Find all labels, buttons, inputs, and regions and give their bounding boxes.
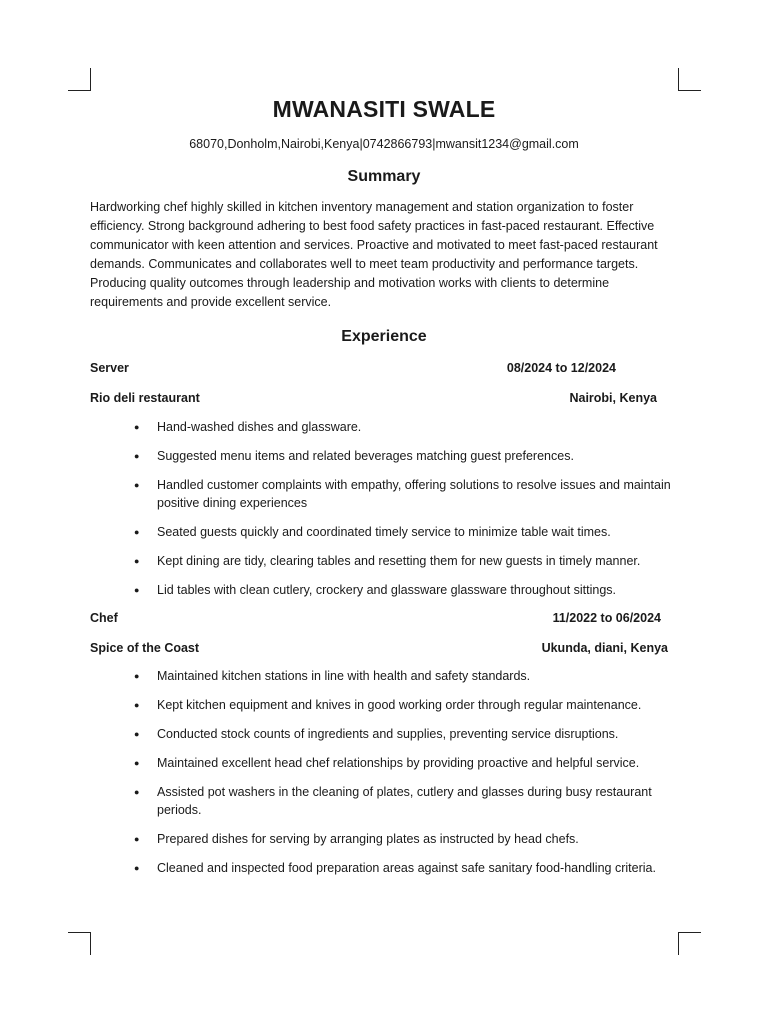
job-1-dates: 08/2024 to 12/2024	[506, 361, 616, 375]
summary-heading: Summary	[347, 168, 421, 185]
contact-line: 68070,Donholm,Nairobi,Kenya|0742866793|mwansit1234@gmail.com	[189, 137, 579, 151]
list-item: ● Kept dining are tidy, clearing tables and resetting them for new guests in timely manner.	[90, 552, 678, 570]
job-1-employer: Rio deli restaurant	[90, 391, 200, 405]
job-1-header	[90, 360, 678, 376]
crop-mark-bottom-left	[68, 932, 91, 955]
crop-mark-top-right	[678, 68, 701, 91]
job-2-header	[90, 610, 678, 626]
list-item: ● Maintained kitchen stations in line with health and safety standards.	[90, 667, 678, 685]
summary-text: Hardworking chef highly skilled in kitchen inventory management and station organization to foster efficiency. Strong background adhering to best food safety practices in fast-paced restaurant. Effective communicator with keen attention and services. Proactive and motivated to meet fast-paced restaurant demands. Communicates and collaborates well to meet team productivity and performance targets. Producing quality outcomes through leadership and motivation works with clients to determine requirements and provide excellent service.	[90, 200, 658, 309]
job-2-location: Ukunda, diani, Kenya	[541, 641, 668, 655]
list-item: ● Conducted stock counts of ingredients and supplies, preventing service disruptions.	[90, 725, 678, 743]
list-item: ● Suggested menu items and related beverages matching guest preferences.	[90, 447, 678, 465]
crop-mark-bottom-right	[678, 932, 701, 955]
crop-mark-top-left	[68, 68, 91, 91]
job-2-employer-row	[90, 640, 678, 656]
list-item: ● Handled customer complaints with empathy, offering solutions to resolve issues and maintain positive dining experiences	[90, 476, 678, 512]
job-1-employer-row	[90, 390, 678, 406]
job-2-dates: 11/2022 to 06/2024	[552, 611, 661, 625]
list-item: ● Seated guests quickly and coordinated timely service to minimize table wait times.	[90, 523, 678, 541]
job-2-bullets	[90, 667, 678, 877]
list-item: ● Lid tables with clean cutlery, crockery and glassware glassware throughout sittings.	[90, 581, 678, 599]
candidate-name: MWANASITI SWALE	[272, 96, 496, 122]
list-item: ● Assisted pot washers in the cleaning of plates, cutlery and glasses during busy restaurant periods.	[90, 783, 678, 819]
job-1-location: Nairobi, Kenya	[569, 391, 657, 405]
resume-page	[90, 94, 678, 888]
list-item: ● Hand-washed dishes and glassware.	[90, 418, 678, 436]
job-2-employer: Spice of the Coast	[90, 641, 200, 655]
experience-heading: Experience	[341, 328, 427, 345]
job-1-bullets	[90, 418, 678, 599]
list-item: ● Prepared dishes for serving by arranging plates as instructed by head chefs.	[90, 830, 678, 848]
list-item: ● Maintained excellent head chef relationships by providing proactive and helpful service.	[90, 754, 678, 772]
job-2-role: Chef	[90, 611, 118, 625]
job-1-role: Server	[90, 361, 129, 375]
list-item: ● Cleaned and inspected food preparation areas against safe sanitary food-handling criteria.	[90, 859, 678, 877]
list-item: ● Kept kitchen equipment and knives in good working order through regular maintenance.	[90, 696, 678, 714]
